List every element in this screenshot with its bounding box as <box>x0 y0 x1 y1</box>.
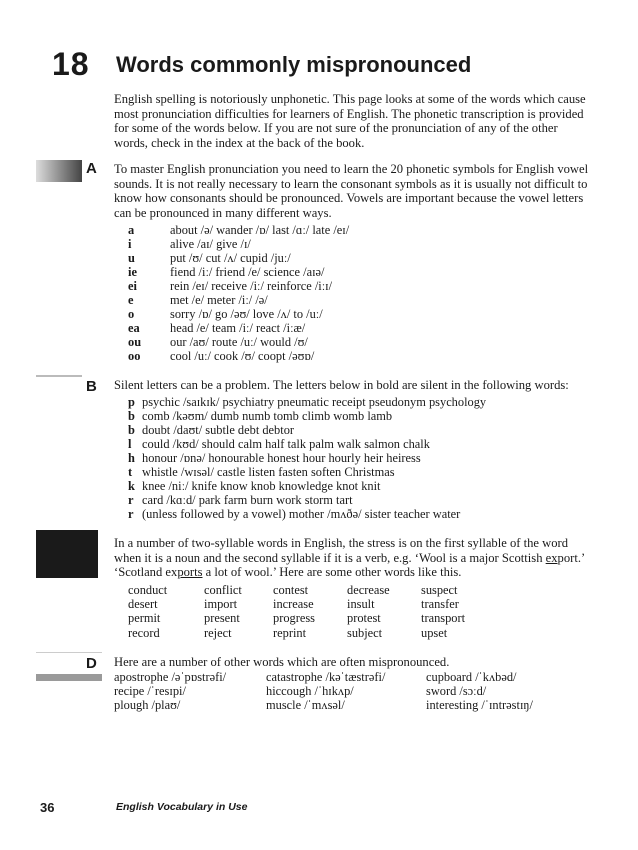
stress-column <box>273 583 315 640</box>
silent-letter: r <box>128 507 134 521</box>
vowel-letters: a <box>128 223 135 237</box>
vowel-letters: o <box>128 307 135 321</box>
vowel-examples: our /aʊ/ route /uː/ would /ʊ/ <box>170 335 308 349</box>
vowel-examples: about /ə/ wander /ɒ/ last /ɑː/ late /eɪ/ <box>170 223 350 237</box>
vowel-letters: ei <box>128 279 137 293</box>
vowel-letters: i <box>128 237 132 251</box>
section-b-marker <box>36 375 82 377</box>
section-c-marker <box>36 530 98 578</box>
stress-word: conflict <box>204 583 242 597</box>
silent-examples: comb /kəʊm/ dumb numb tomb climb womb lamb <box>142 409 393 423</box>
stress-word: protest <box>347 611 381 626</box>
stress-word: record <box>128 625 160 640</box>
stress-column <box>128 583 167 640</box>
vowel-letters: ou <box>128 335 142 349</box>
word-entry: recipe /ˈresɪpi/ <box>114 684 186 699</box>
stress-word: reprint <box>273 625 307 640</box>
section-d-rule <box>36 652 102 653</box>
vowel-examples: head /e/ team /iː/ react /iːæ/ <box>170 321 306 335</box>
unit-number: 18 <box>52 46 90 82</box>
word-entry: apostrophe /əˈpɒstrəfi/ <box>114 670 227 684</box>
word-entry: muscle /ˈmʌsəl/ <box>266 698 345 713</box>
word-entry: plough /plaʊ/ <box>114 698 181 713</box>
section-a-letter: A <box>86 160 97 177</box>
word-column <box>266 670 385 713</box>
stress-word: conduct <box>128 583 168 597</box>
word-entry: interesting /ˈɪntrəstɪŋ/ <box>426 698 533 713</box>
word-entry: hiccough /ˈhɪkʌp/ <box>266 684 354 699</box>
stress-word: subject <box>347 625 383 640</box>
stress-word: transfer <box>421 597 459 612</box>
stress-word: decrease <box>347 583 390 597</box>
stress-word: insult <box>347 597 375 612</box>
word-entry: cupboard /ˈkʌbəd/ <box>426 670 517 684</box>
stress-column <box>347 583 390 640</box>
stress-ex: ex <box>545 550 558 565</box>
silent-letter: t <box>128 465 133 479</box>
silent-examples: knee /niː/ knife know knob knowledge knot knit <box>142 479 381 493</box>
page-number: 36 <box>40 800 55 815</box>
silent-examples: card /kɑːd/ park farm burn work storm tart <box>142 493 353 507</box>
vowel-letters: oo <box>128 349 141 363</box>
vowel-examples: rein /eɪ/ receive /iː/ reinforce /iːɪ/ <box>170 279 333 293</box>
intro-paragraph: English spelling is notoriously unphonetic. This page looks at some of the words which cause most pronunciation difficulties for learners of English. The phonetic transcription is provided for some of the words below. If you are not sure of the pronunciation of any of the other words, check in the index at the back of the book. <box>114 92 586 150</box>
section-b-text: Silent letters can be a problem. The letters below in bold are silent in the following words: <box>114 378 569 392</box>
word-entry: sword /sɔːd/ <box>426 684 487 699</box>
silent-letter: h <box>128 451 135 465</box>
silent-examples: could /kʊd/ should calm half talk palm walk salmon chalk <box>142 437 430 451</box>
vowel-letters: ie <box>128 265 137 279</box>
stress-ports: ports <box>177 565 203 580</box>
stress-word: suspect <box>421 583 458 597</box>
silent-letter: l <box>128 437 132 451</box>
silent-letter: k <box>128 479 135 493</box>
word-column <box>114 670 226 713</box>
stress-word: contest <box>273 583 309 597</box>
stress-word: upset <box>421 625 448 640</box>
section-c-text <box>114 536 594 580</box>
silent-examples: (unless followed by a vowel) mother /mʌðə/ sister teacher water <box>142 507 461 521</box>
unit-title: Words commonly mispronounced <box>116 52 472 77</box>
vowel-examples: sorry /ɒ/ go /əʊ/ love /ʌ/ to /uː/ <box>170 307 323 321</box>
vowel-examples: cool /uː/ cook /ʊ/ coopt /əʊɒ/ <box>170 349 315 363</box>
stress-word: transport <box>421 611 466 626</box>
silent-letter: r <box>128 493 134 507</box>
silent-examples: honour /ɒnə/ honourable honest hour hourly heir heiress <box>142 451 421 465</box>
section-d-marker <box>36 674 102 681</box>
stress-word: present <box>204 611 240 626</box>
stress-word: desert <box>128 597 158 612</box>
silent-letter: p <box>128 395 135 409</box>
book-title: English Vocabulary in Use <box>116 801 248 813</box>
vowel-examples: alive /aɪ/ give /ɪ/ <box>170 237 251 251</box>
section-a-text: To master English pronunciation you need to learn the 20 phonetic symbols for English vowel sounds. It is not really necessary to learn the consonant symbols as it is usually not difficult to know how consonants should be pronounced. Vowels are important because the vowel letters can be pronounced in many different ways. <box>114 162 589 220</box>
section-c-text-before: In a number of two-syllable words in English, the stress is on the first syllable of the word when it is a noun and the second syllable if it is a verb, e.g. ‘Wool is a major Scottish <box>114 536 568 565</box>
stress-word: progress <box>273 611 315 626</box>
stress-word: import <box>204 597 238 612</box>
vowel-letters: u <box>128 251 135 265</box>
vowel-examples: fiend /iː/ friend /e/ science /aɪə/ <box>170 265 325 279</box>
section-b-letter: B <box>86 378 97 395</box>
word-column <box>426 670 533 713</box>
silent-letter: b <box>128 423 135 437</box>
section-c-text-mid: port.’ ‘Scotland ex <box>114 550 585 580</box>
silent-examples: doubt /daʊt/ subtle debt debtor <box>142 423 295 437</box>
vowel-letters: ea <box>128 321 140 335</box>
vowel-examples: put /ʊ/ cut /ʌ/ cupid /juː/ <box>170 251 291 265</box>
section-c-text-after: a lot of wool.’ Here are some other words like this. <box>202 565 462 580</box>
silent-letter: b <box>128 409 135 423</box>
section-a-marker <box>36 160 82 182</box>
stress-word: increase <box>273 597 314 612</box>
silent-examples: whistle /wɪsəl/ castle listen fasten soften Christmas <box>142 465 395 479</box>
section-d-text: Here are a number of other words which are often mispronounced. <box>114 655 450 669</box>
stress-word: reject <box>204 625 232 640</box>
silent-examples: psychic /saɪkɪk/ psychiatry pneumatic receipt pseudonym psychology <box>142 395 487 409</box>
stress-column <box>421 583 465 640</box>
vowel-examples: met /e/ meter /iː/ /ə/ <box>170 293 268 307</box>
stress-column <box>204 583 242 640</box>
vowel-letters: e <box>128 293 134 307</box>
stress-word: permit <box>128 611 161 626</box>
section-d-letter: D <box>86 655 97 672</box>
word-entry: catastrophe /kəˈtæstrəfi/ <box>266 670 386 684</box>
